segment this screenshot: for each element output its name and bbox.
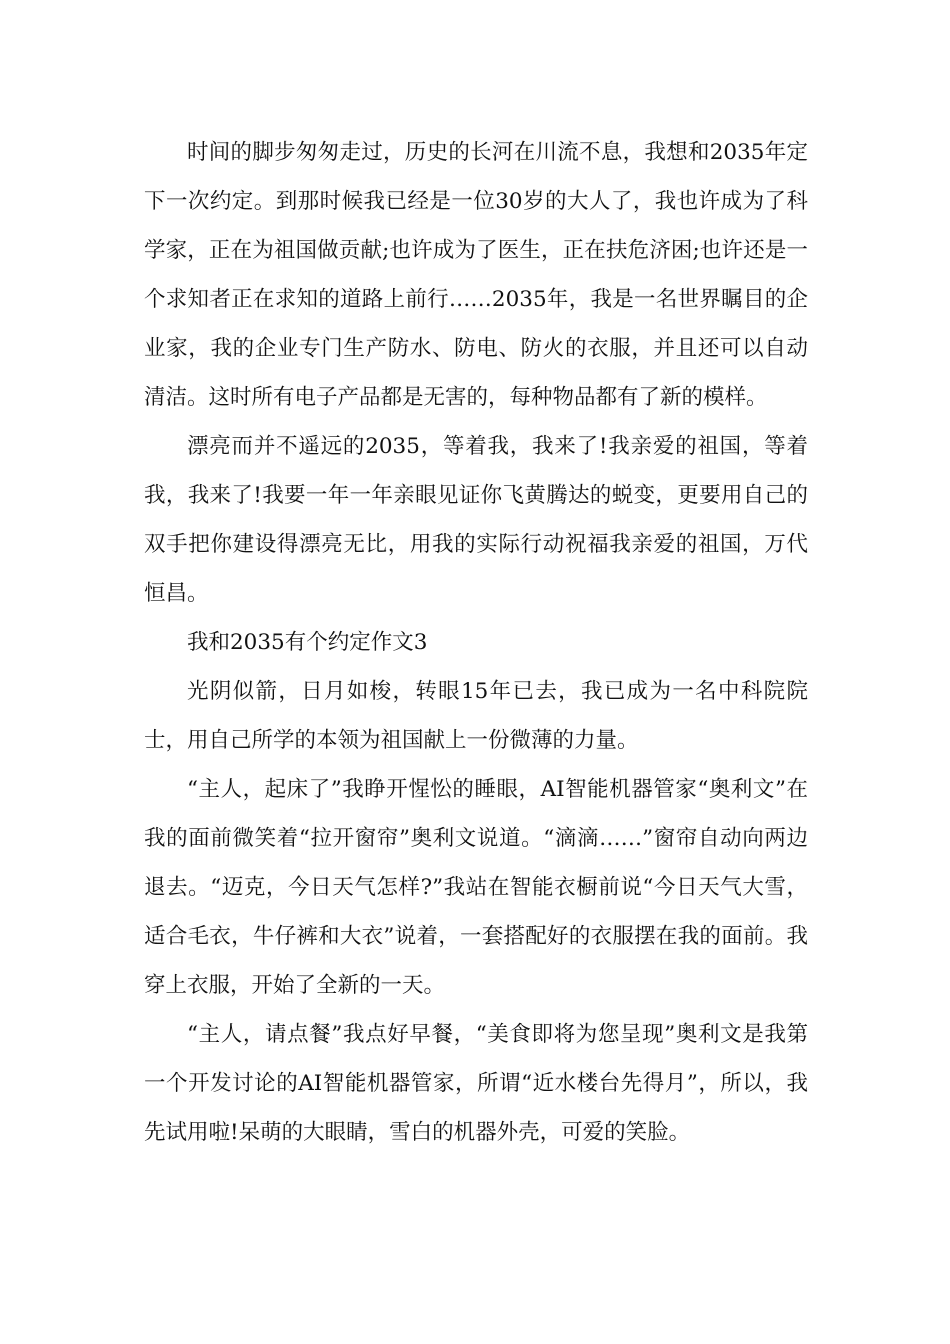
paragraph-morning-robot: “主人，起床了”我睁开惺忪的睡眼，AI智能机器管家“奥利文”在我的面前微笑着“拉开窗帘”奥利文说道。“滴滴……”窗帘自动向两边退去。“迈克，今日天气怎样?”我站在智能衣橱前说“今日天气大雪，适合毛衣，牛仔裤和大衣”说着，一套搭配好的衣服摆在我的面前。我穿上衣服，开始了全新的一天。 xyxy=(144,777,808,998)
paragraph-future-vision: 时间的脚步匆匆走过，历史的长河在川流不息，我想和2035年定下一次约定。到那时候我已经是一位30岁的大人了，我也许成为了科学家，正在为祖国做贡献;也许成为了医生，正在扶危济困;也许还是一个求知者正在求知的道路上前行……2035年，我是一名世界瞩目的企业家，我的企业专门生产防水、防电、防火的衣服，并且还可以自动清洁。这时所有电子产品都是无害的，每种物品都有了新的模样。 xyxy=(144,140,808,410)
document-body xyxy=(144,128,808,1157)
paragraph-academician: 光阴似箭，日月如梭，转眼15年已去，我已成为一名中科院院士，用自己所学的本领为祖国献上一份微薄的力量。 xyxy=(144,679,808,753)
paragraph-motherland-wish: 漂亮而并不遥远的2035，等着我，我来了!我亲爱的祖国，等着我，我来了!我要一年一年亲眼见证你飞黄腾达的蜕变，更要用自己的双手把你建设得漂亮无比，用我的实际行动祝福我亲爱的祖国，万代恒昌。 xyxy=(144,434,808,606)
paragraph-breakfast: “主人，请点餐”我点好早餐，“美食即将为您呈现”奥利文是我第一个开发讨论的AI智能机器管家，所谓“近水楼台先得月”，所以，我先试用啦!呆萌的大眼睛，雪白的机器外壳，可爱的笑脸。 xyxy=(144,1022,808,1145)
section-title: 我和2035有个约定作文3 xyxy=(187,630,428,655)
